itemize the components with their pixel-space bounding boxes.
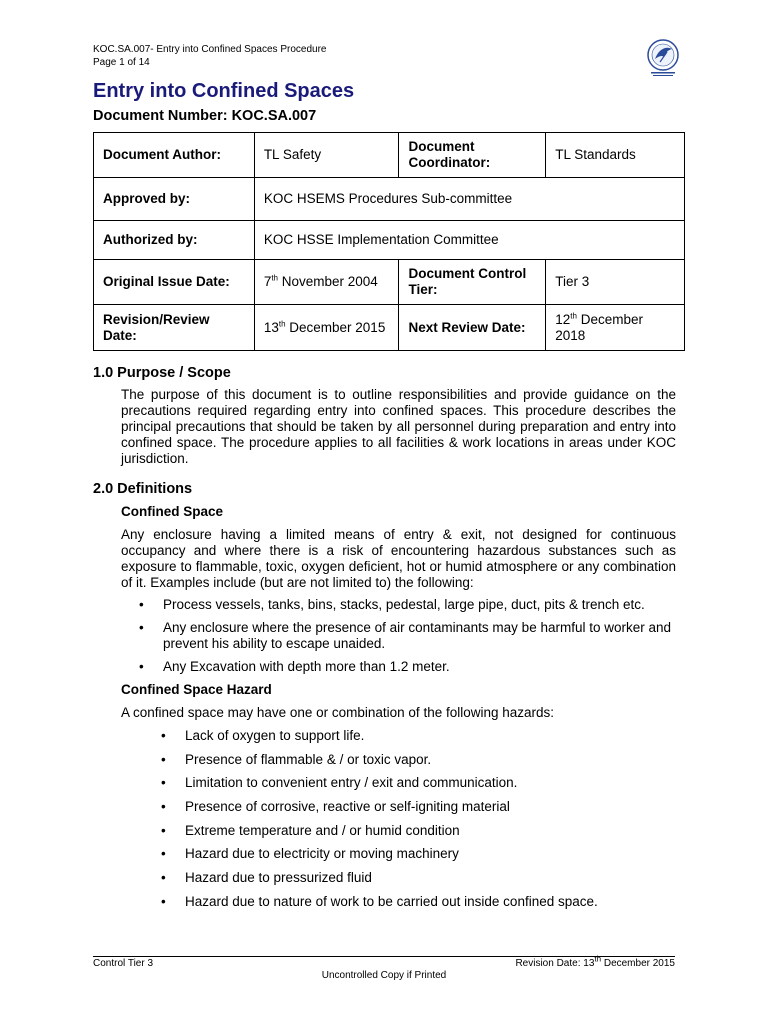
revision-month-year: December 2015 xyxy=(285,319,386,335)
document-number: Document Number: KOC.SA.007 xyxy=(93,108,317,124)
list-item: • Lack of oxygen to support life. xyxy=(159,728,679,744)
list-item: • Presence of corrosive, reactive or self-igniting material xyxy=(159,799,679,815)
next-review-month-year: December 2018 xyxy=(555,311,643,343)
issue-month-year: November 2004 xyxy=(278,274,378,289)
footer-uncontrolled-notice: Uncontrolled Copy if Printed xyxy=(321,970,447,981)
footer-control-tier: Control Tier 3 xyxy=(93,958,154,969)
approved-value: KOC HSEMS Procedures Sub-committee xyxy=(254,178,684,221)
hazard-paragraph: A confined space may have one or combination of the following hazards: xyxy=(121,705,555,720)
list-item: • Extreme temperature and / or humid condition xyxy=(159,823,679,839)
header-page-number: Page 1 of 14 xyxy=(93,57,150,68)
revision-day: 13 xyxy=(263,319,279,335)
list-item: • Process vessels, tanks, bins, stacks, pedestal, large pipe, duct, pits & trench etc. xyxy=(137,597,677,613)
revision-day-suffix: th xyxy=(278,319,286,328)
list-item: • Hazard due to pressurized fluid xyxy=(159,870,679,886)
list-item: • Presence of flammable & / or toxic vapor. xyxy=(159,752,679,768)
next-review-day: 12 xyxy=(555,311,571,327)
authorized-value: KOC HSSE Implementation Committee xyxy=(254,221,684,260)
footer-revision-date xyxy=(515,954,675,969)
table-row xyxy=(94,305,685,351)
footer-divider xyxy=(93,956,675,957)
next-review-day-suffix: th xyxy=(570,311,577,320)
list-item: • Hazard due to electricity or moving machinery xyxy=(159,846,679,862)
author-label: Document Author: xyxy=(94,133,255,178)
purpose-paragraph: The purpose of this document is to outline responsibilities and provide guidance on the precautions required regarding entry into confined spaces. This procedure describes the principal precautions that should be taken by all personnel during preparation and entry into confined space. The procedure applies to all facilities & work locations in areas under KOC jurisdiction. xyxy=(121,387,676,466)
next-review-value xyxy=(546,305,685,351)
control-tier-value: Tier 3 xyxy=(546,260,685,305)
issue-date-label: Original Issue Date: xyxy=(94,260,255,305)
revision-date-value xyxy=(254,305,399,351)
next-review-label: Next Review Date: xyxy=(399,305,546,351)
footer-revision-suffix: th xyxy=(594,954,602,964)
table-row xyxy=(94,260,685,305)
list-item: • Any enclosure where the presence of air contaminants may be harmful to worker and prevent his ability to escape unaided. xyxy=(137,620,677,652)
approved-label: Approved by: xyxy=(94,178,255,221)
authorized-label: Authorized by: xyxy=(94,221,255,260)
koc-logo-icon xyxy=(642,36,684,78)
page-header xyxy=(93,43,326,69)
confined-space-paragraph: Any enclosure having a limited means of entry & exit, not designed for continuous occupancy and where there is a risk of encountering hazardous substances such as exposure to flammable, toxic, oxygen deficient, hot or humid atmosphere or any combination of it. Examples include (but are not limited to) the following: xyxy=(121,527,676,590)
coordinator-label: Document Coordinator: xyxy=(399,133,546,178)
issue-day: 7 xyxy=(263,274,272,289)
section-definitions-heading: 2.0 Definitions xyxy=(93,481,193,497)
table-row xyxy=(94,178,685,221)
issue-day-suffix: th xyxy=(271,273,278,283)
table-row xyxy=(94,133,685,178)
control-tier-label: Document Control Tier: xyxy=(399,260,546,305)
section-purpose-heading: 1.0 Purpose / Scope xyxy=(93,365,231,381)
list-item: • Hazard due to nature of work to be carried out inside confined space. xyxy=(159,894,679,910)
coordinator-value: TL Standards xyxy=(546,133,685,178)
document-title: Entry into Confined Spaces xyxy=(93,80,355,102)
confined-space-examples-list xyxy=(137,597,677,675)
author-value: TL Safety xyxy=(254,133,399,178)
footer-revision-month-year: December 2015 xyxy=(601,958,675,969)
header-document-line: KOC.SA.007- Entry into Confined Spaces Procedure xyxy=(93,44,327,55)
document-metadata-table xyxy=(93,132,685,351)
hazard-list xyxy=(159,728,679,910)
table-row xyxy=(94,221,685,260)
confined-space-heading: Confined Space xyxy=(121,504,224,519)
footer-revision-prefix: Revision Date: 13 xyxy=(515,958,595,969)
list-item: • Any Excavation with depth more than 1.2 meter. xyxy=(137,659,677,675)
list-item: • Limitation to convenient entry / exit and communication. xyxy=(159,775,679,791)
confined-space-hazard-heading: Confined Space Hazard xyxy=(121,682,272,697)
revision-date-label: Revision/Review Date: xyxy=(94,305,255,351)
issue-date-value xyxy=(254,260,399,305)
